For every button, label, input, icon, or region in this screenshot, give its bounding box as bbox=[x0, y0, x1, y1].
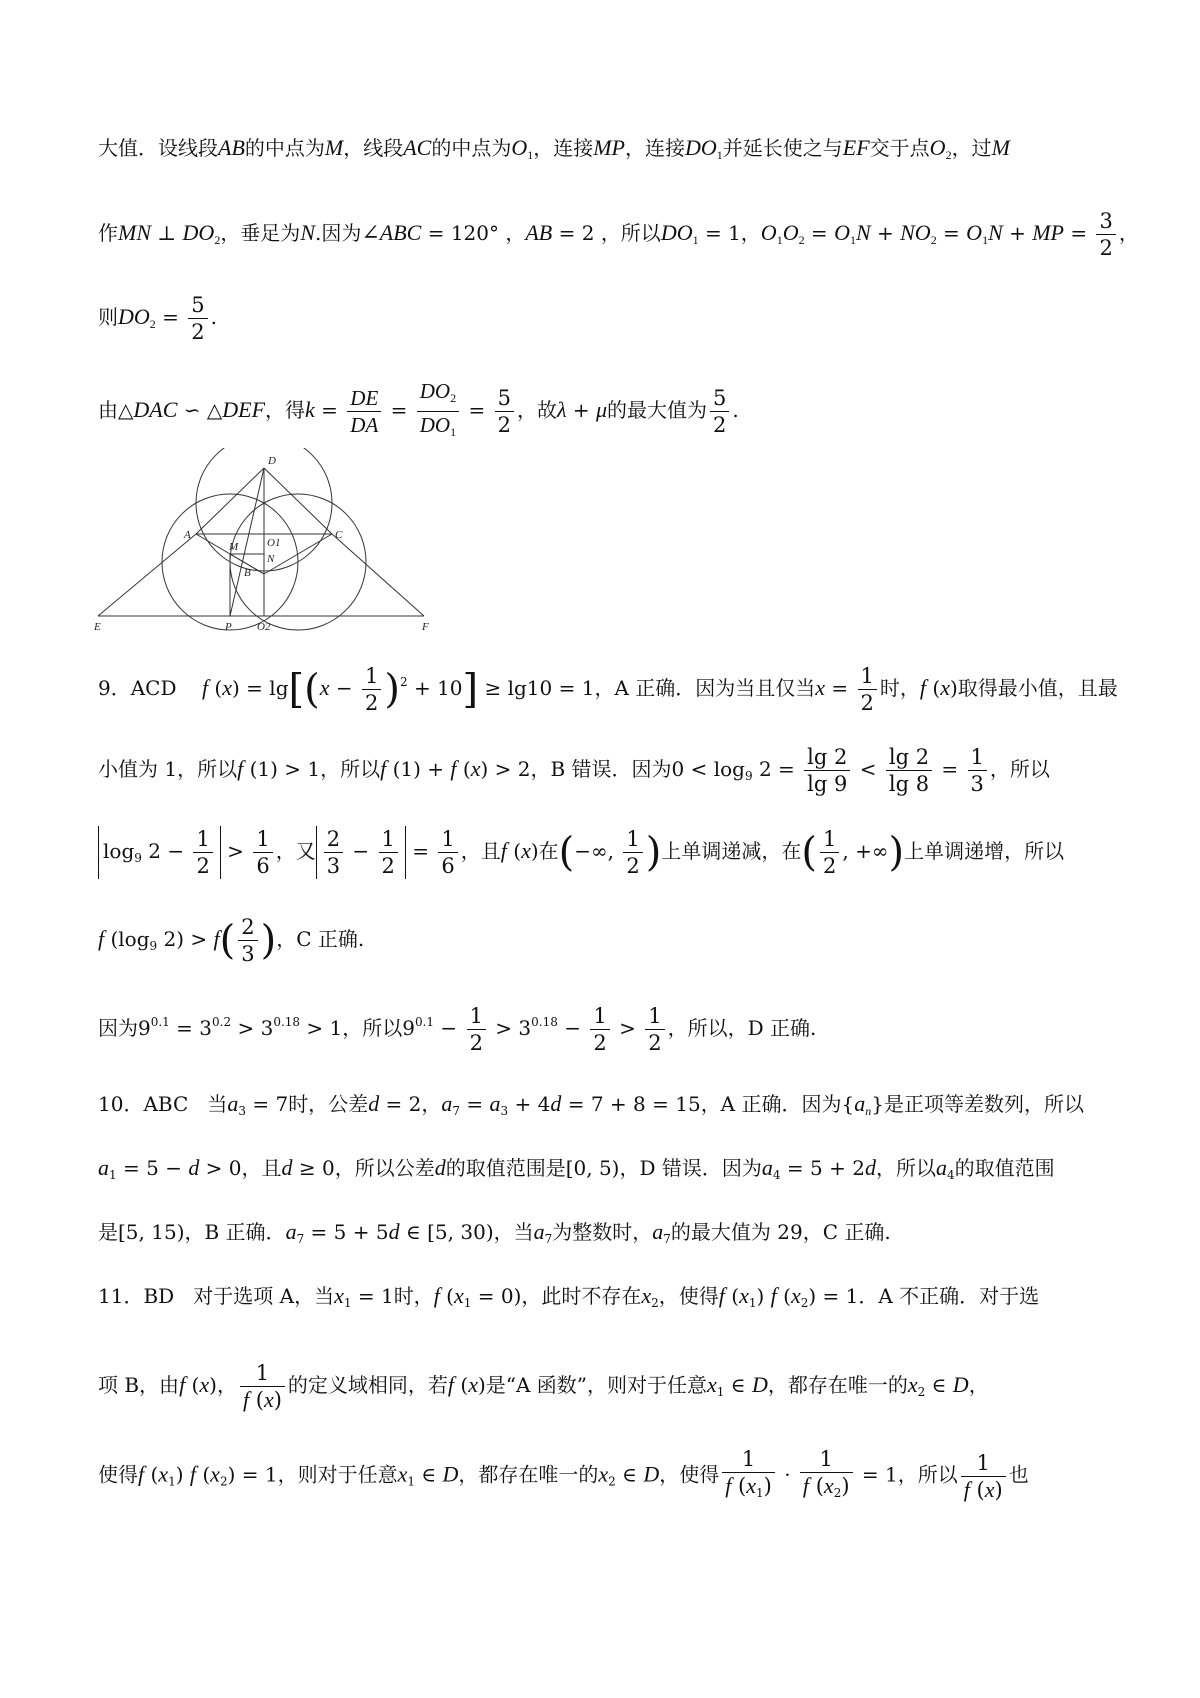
text: ，所以 bbox=[875, 1156, 936, 1180]
text: ， bbox=[421, 1092, 442, 1116]
text: 上单调递增，所以 bbox=[904, 839, 1065, 863]
text: 则 bbox=[98, 305, 118, 329]
label-B: B bbox=[244, 567, 251, 579]
text: 时， bbox=[879, 676, 920, 700]
text: ，线段 bbox=[343, 136, 404, 160]
text: 时，公差 bbox=[288, 1092, 369, 1116]
text: 因为 bbox=[98, 1016, 138, 1040]
text: ， bbox=[216, 1373, 237, 1397]
text: ，故 bbox=[516, 398, 557, 422]
text: ，得 bbox=[265, 398, 306, 422]
text: 项 B，由 bbox=[98, 1373, 180, 1397]
text-line-11c: 使得f $(x_1)$ f $(x_2) = 1$，则对于任意$x_1$ ∈ D，都存在唯一的$x_2$ ∈ D，使得 $\frac{1}{f (x_1)}$ · $\frac{1}{f (x_2)}$ = 1，所以 $\frac{1}{f (x)}$ 也 bbox=[98, 1446, 1029, 1506]
question-number: 9．ACD bbox=[98, 676, 177, 700]
label-O1: O1 bbox=[267, 537, 281, 549]
text-line-10c: 是[5, 15)，B 正确．$a_7 = 5 + 5d$ ∈ [5, 30)，当$a_7$为整数时，$a_7$的最大值为 29，C 正确. bbox=[98, 1219, 891, 1246]
text: 为整数时， bbox=[552, 1220, 653, 1244]
line-AD bbox=[196, 468, 264, 534]
text: 是“A 函数”，则对于任意 bbox=[485, 1373, 708, 1397]
text: ，过 bbox=[951, 136, 992, 160]
text-line-9b: 小值为 1，所以f (1) > 1，所以f (1) + f (x) > 2，B 错误．因为$0 < \log_9 2$ = $\frac{\lg 2}{\lg 9}$ < $\frac{\lg 2}{\lg 8}$ = $\frac{1}{3}$ ，所以 bbox=[98, 745, 1050, 796]
text: ，所以公差 bbox=[334, 1156, 435, 1180]
label-A: A bbox=[184, 529, 191, 541]
text: ，且 bbox=[241, 1156, 282, 1180]
text: ，A 正确．因为 bbox=[700, 1092, 842, 1116]
text-line-9e: 因为$9^{0.1} = 3^{0.2} > 3^{0.18} > 1$，所以$9^{0.1}$ − $\frac{1}{2}$ > $3^{0.18}$ − $\frac{1}{2}$ > $\frac{1}{2}$ ，所以，D 正确. bbox=[98, 1004, 817, 1055]
label-D: D bbox=[268, 455, 276, 467]
label-O2: O2 bbox=[257, 621, 271, 633]
label-E: E bbox=[94, 621, 101, 633]
text: ，所以 bbox=[342, 1016, 403, 1040]
text: ，D 错误．因为 bbox=[619, 1156, 762, 1180]
text: 的定义域相同，若 bbox=[287, 1373, 448, 1397]
text: 作 bbox=[98, 221, 118, 245]
text: 交于点 bbox=[869, 136, 930, 160]
text: 的中点为 bbox=[244, 136, 325, 160]
text: . bbox=[732, 398, 739, 422]
text: ，则对于任意 bbox=[277, 1462, 398, 1487]
text: 由 bbox=[98, 398, 118, 422]
label-M: M bbox=[229, 541, 239, 553]
geometry-figure bbox=[92, 448, 472, 634]
text: ，使得 bbox=[658, 1284, 719, 1308]
text: ，所以 bbox=[897, 1462, 958, 1487]
text: 的最大值为 bbox=[607, 398, 708, 422]
text: ， bbox=[1118, 221, 1139, 245]
text: 在 bbox=[538, 839, 559, 863]
text: 的取值范围是 bbox=[445, 1156, 566, 1180]
text: ，A 正确．因为当且仅当 bbox=[594, 676, 816, 700]
text: ，C 正确. bbox=[276, 927, 365, 951]
line-EA bbox=[98, 534, 196, 616]
text: ， bbox=[505, 221, 526, 245]
text-line-4: 由△DAC ∽ △DEF，得k = $\frac{DE}{DA}$ = $\frac{DO_2}{DO_1}$ = $\frac{5}{2}$ ，故λ + μ的最大值为 $\frac{5}{2}$ . bbox=[98, 378, 739, 445]
text: 的中点为 bbox=[431, 136, 512, 160]
text: 对于选项 A，当 bbox=[193, 1284, 335, 1308]
text: ，且 bbox=[460, 839, 501, 863]
text-line-9d: f ($\log_9$ 2) > f( $\frac{2}{3}$ )，C 正确. bbox=[98, 915, 365, 966]
text: ，都存在唯一的 bbox=[767, 1373, 908, 1397]
text: ，B 正确． bbox=[184, 1220, 286, 1244]
text-line-10a: 10．ABC 当$a_3 = 7$时，公差d = 2，$a_7 = a_3 + 4d = 7 + 8 = 15$，A 正确．因为$\{a_n\}$是正项等差数列，所以 bbox=[98, 1091, 1084, 1118]
text: ，所以 bbox=[989, 757, 1050, 781]
text: 也 bbox=[1008, 1462, 1029, 1487]
text: 小值为 1，所以 bbox=[98, 757, 238, 781]
text-line-11b: 项 B，由f (x)， $\frac{1}{f (x)}$ 的定义域相同，若f (x)是“A 函数”，则对于任意$x_1$ ∈ D，都存在唯一的$x_2$ ∈ D， bbox=[98, 1361, 989, 1412]
text: ，都存在唯一的 bbox=[458, 1462, 599, 1487]
text: 是 bbox=[98, 1220, 118, 1244]
text: ，使得 bbox=[659, 1462, 720, 1487]
text-line-9c: $\log_9 2$ − $\frac{1}{2}$ > $\frac{1}{6}$ ，又 $\frac{2}{3}$ − $\frac{1}{2}$ = $\frac{1}{6}$ ，且f (x)在(−∞, $\frac{1}{2}$ )上单调递减，在( $\frac{1}{2}$ , +∞)上单调递增，所以 bbox=[98, 826, 1064, 879]
question-number: 10．ABC bbox=[98, 1092, 189, 1116]
text: ，B 错误．因为 bbox=[530, 757, 672, 781]
label-C: C bbox=[335, 529, 343, 541]
line-CF bbox=[332, 534, 424, 616]
text: ，又 bbox=[275, 839, 316, 863]
text: 的取值范围 bbox=[954, 1156, 1055, 1180]
text: 取得最小值，且最 bbox=[957, 676, 1118, 700]
text: ，此时不存在 bbox=[521, 1284, 642, 1308]
text-line-11a: 11．BD 对于选项 A，当$x_1 = 1$时，f $(x_1 = 0)$，此时不存在$x_2$，使得f $(x_1)$ f $(x_2) = 1$．A 不正确．对于选 bbox=[98, 1283, 1040, 1310]
text: 大值．设线段 bbox=[98, 136, 218, 160]
text: 上单调递减，在 bbox=[661, 839, 802, 863]
text: . bbox=[210, 305, 217, 329]
text-line-3: 则$DO_2$ = $\frac{5}{2}$ . bbox=[98, 293, 217, 344]
text: 使得 bbox=[98, 1462, 138, 1487]
text: ， bbox=[740, 221, 761, 245]
text: ，当 bbox=[493, 1220, 534, 1244]
text: .因为 bbox=[315, 221, 362, 245]
text: 当 bbox=[207, 1092, 228, 1116]
text-line-10b: $a_1 = 5 - d > 0$，且d ≥ 0，所以公差d的取值范围是[0, 5)，D 错误．因为$a_4 = 5 + 2d$，所以$a_4$的取值范围 bbox=[98, 1155, 1055, 1182]
text: ，垂足为 bbox=[220, 221, 301, 245]
text: ，所以，D 正确. bbox=[667, 1016, 817, 1040]
text: ，连接 bbox=[625, 136, 685, 160]
text: 并延长使之与 bbox=[722, 136, 843, 160]
text: ．A 不正确．对于选 bbox=[858, 1284, 1040, 1308]
question-number: 11．BD bbox=[98, 1284, 175, 1308]
label-N: N bbox=[267, 553, 275, 565]
text: ，所以 bbox=[600, 221, 661, 245]
text-line-1: 大值．设线段AB的中点为M，线段AC的中点为$O_1$，连接MP，连接$DO_1$并延长使之与EF交于点$O_2$，过M bbox=[98, 135, 1010, 162]
text: 的最大值为 29，C 正确. bbox=[670, 1220, 891, 1244]
text-line-2: 作MN ⊥ $DO_2$，垂足为N.因为∠ABC = 120° ，AB = 2 ，所以$DO_1 = 1$，$O_1O_2 = O_1N + NO_2 = O_1N$ + MP = $\frac{3}{2}$ ， bbox=[98, 209, 1139, 260]
text: ，连接 bbox=[533, 136, 594, 160]
text-line-9a: 9．ACD f (x) = lg[(x − $\frac{1}{2}$ )$^2$ + 10] ≥ lg10 = 1，A 正确．因为当且仅当x = $\frac{1}{2}$ 时，f (x)取得最小值，且最 bbox=[98, 664, 1118, 715]
text: 是正项等差数列，所以 bbox=[883, 1092, 1084, 1116]
text: 时， bbox=[393, 1284, 434, 1308]
label-F: F bbox=[422, 621, 429, 633]
label-P: P bbox=[225, 621, 232, 633]
text: ，所以 bbox=[320, 757, 381, 781]
text: ， bbox=[968, 1373, 989, 1397]
line-DC bbox=[264, 468, 332, 534]
